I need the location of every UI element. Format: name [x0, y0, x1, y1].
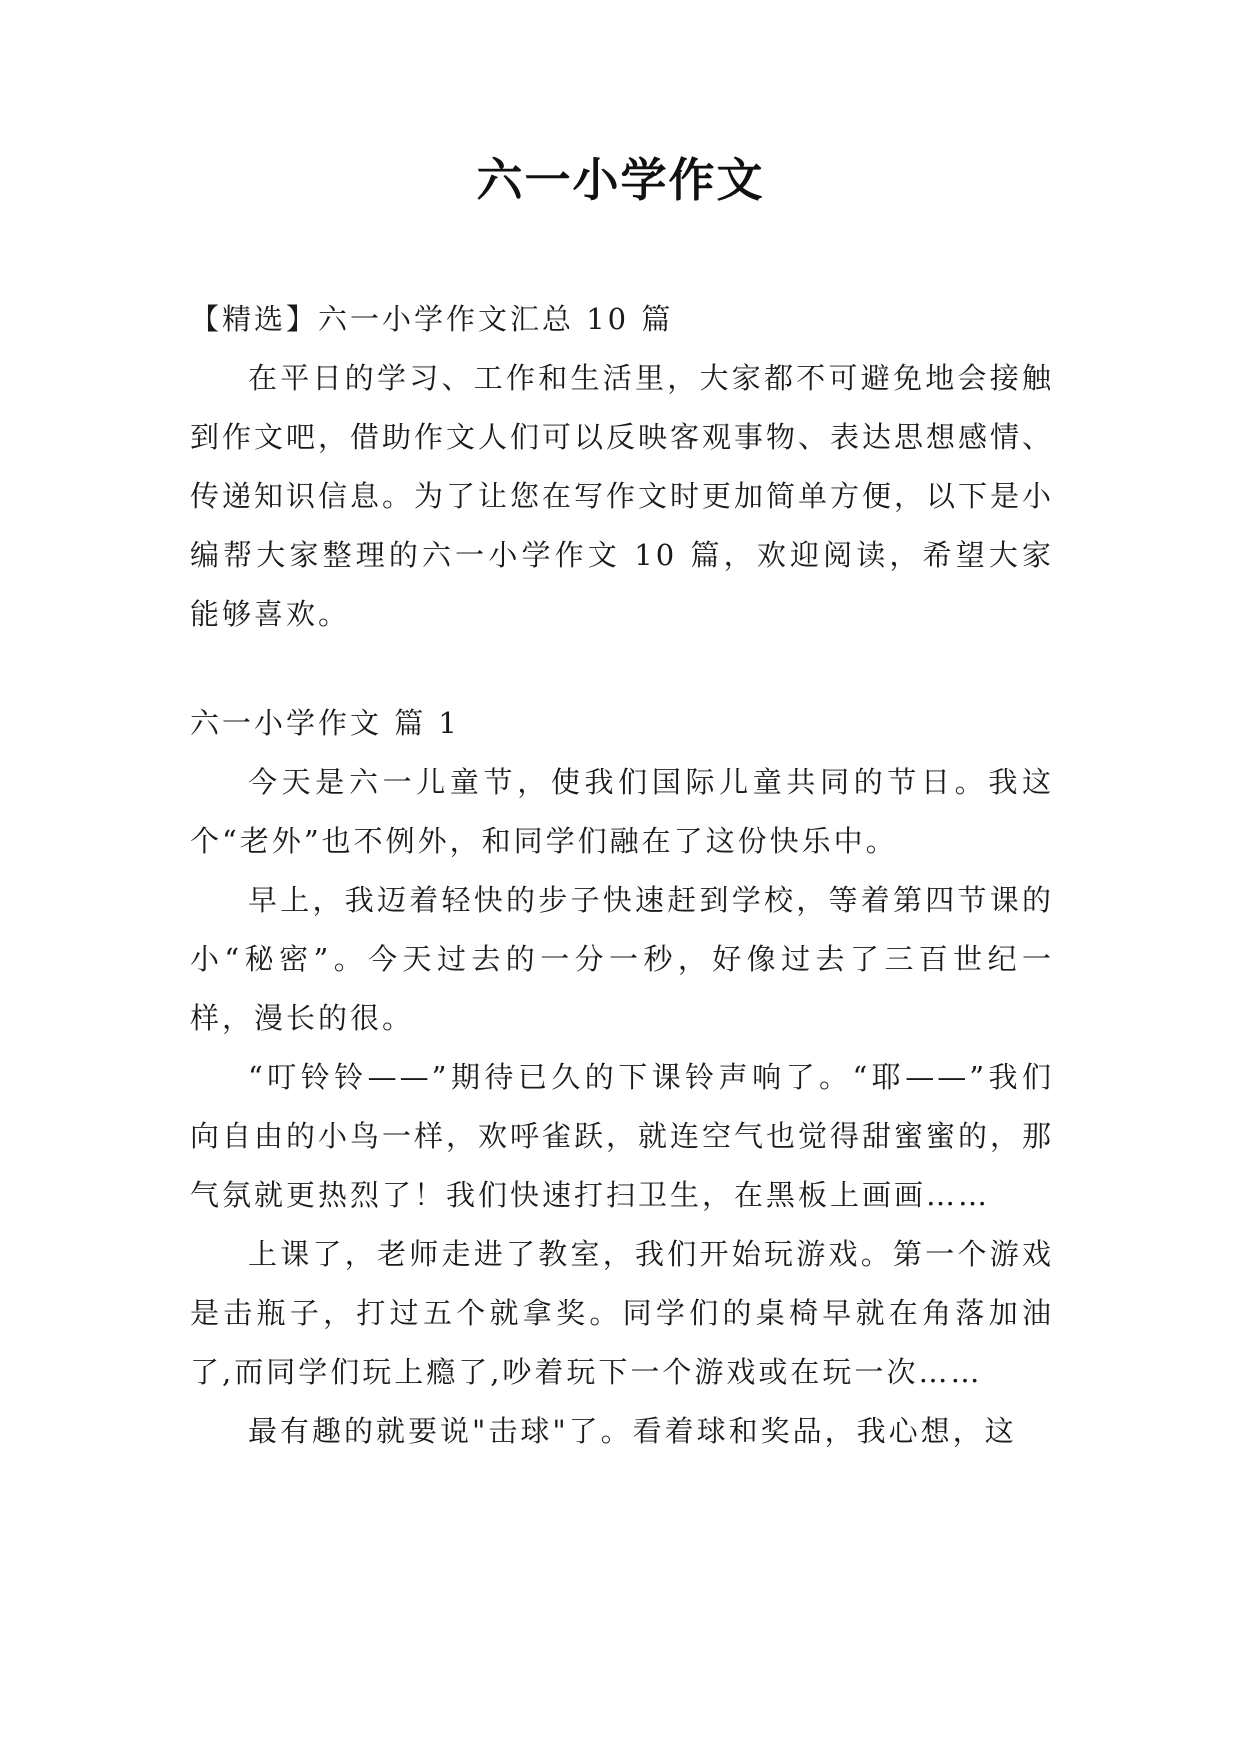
- body-paragraph: 上课了，老师走进了教室，我们开始玩游戏。第一个游戏是击瓶子，打过五个就拿奖。同学们的桌椅早就在角落加油了,而同学们玩上瘾了,吵着玩下一个游戏或在玩一次……: [190, 1237, 1054, 1389]
- document-subtitle: 【精选】六一小学作文汇总 10 篇: [190, 302, 674, 336]
- page-title: 六一小学作文: [476, 153, 765, 207]
- section-heading: 六一小学作文 篇 1: [190, 706, 460, 740]
- intro-paragraph: 在平日的学习、工作和生活里，大家都不可避免地会接触到作文吧，借助作文人们可以反映客观事物、表达思想感情、传递知识信息。为了让您在写作文时更加简单方便，以下是小编帮大家整理的六一小学作文 10 篇，欢迎阅读，希望大家能够喜欢。: [190, 361, 1055, 631]
- body-paragraph: 今天是六一儿童节，使我们国际儿童共同的节日。我这个“老外”也不例外，和同学们融在了这份快乐中。: [190, 765, 1054, 858]
- body-paragraph: 最有趣的就要说"击球"了。看着球和奖品，我心想，这: [248, 1414, 1017, 1448]
- body-paragraph: 早上，我迈着轻快的步子快速赶到学校，等着第四节课的小“秘密”。今天过去的一分一秒，好像过去了三百世纪一样，漫长的很。: [190, 883, 1054, 1035]
- body-paragraph: “叮铃铃——”期待已久的下课铃声响了。“耶——”我们向自由的小鸟一样，欢呼雀跃，就连空气也觉得甜蜜蜜的，那气氛就更热烈了！我们快速打扫卫生，在黑板上画画……: [190, 1060, 1055, 1212]
- document-body: [190, 290, 1054, 1461]
